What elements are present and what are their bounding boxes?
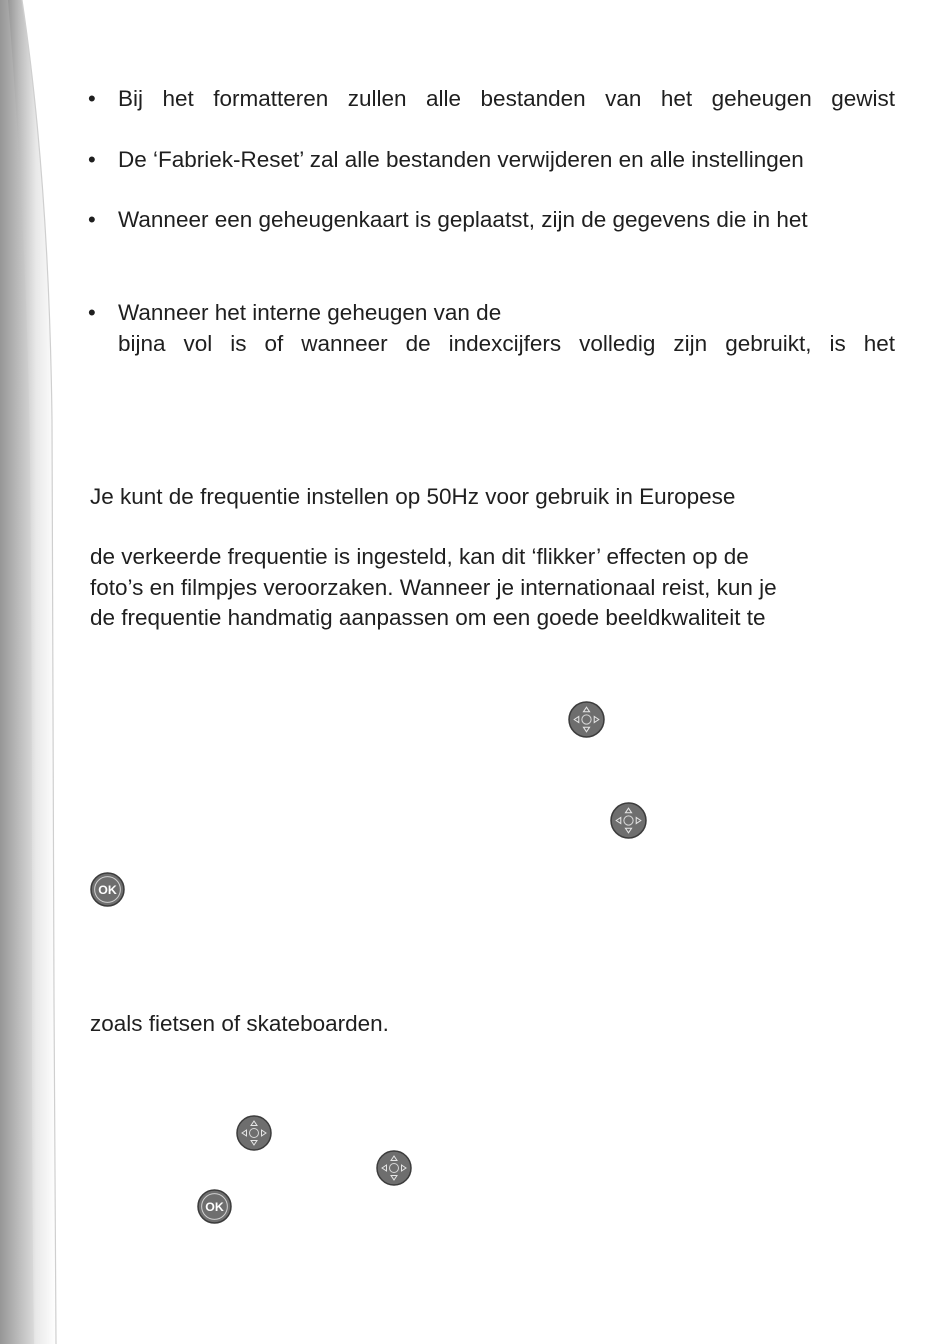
ok-label: OK	[205, 1200, 224, 1215]
bullet-text: Bij het formatteren zullen alle bestanden van het geheugen gewist	[118, 86, 895, 111]
bullet-text: Wanneer het interne geheugen van de	[118, 300, 502, 325]
directional-pad-icon	[236, 1115, 272, 1151]
paragraph-line: foto’s en filmpjes veroorzaken. Wanneer je internationaal reist, kun je	[90, 575, 777, 600]
bullet-text: De ‘Fabriek-Reset’ zal alle bestanden verwijderen en alle instellingen	[118, 147, 804, 172]
bullet-text: bijna vol is of wanneer de indexcijfers volledig zijn gebruikt, is het	[118, 331, 895, 356]
bullet-marker: •	[88, 207, 96, 232]
directional-pad-icon	[610, 802, 647, 839]
paragraph-line: Je kunt de frequentie instellen op 50Hz voor gebruik in Europese	[90, 484, 736, 509]
bullet-marker: •	[88, 147, 96, 172]
side-decoration	[0, 0, 70, 1344]
paragraph-line: de verkeerde frequentie is ingesteld, kan dit ‘flikker’ effecten op de	[90, 544, 749, 569]
paragraph-line: de frequentie handmatig aanpassen om een goede beeldkwaliteit te	[90, 605, 766, 630]
ok-button-icon	[197, 1189, 232, 1224]
ok-button-icon	[90, 872, 125, 907]
ok-label: OK	[98, 883, 117, 898]
bullet-marker: •	[88, 86, 96, 111]
bullet-text: Wanneer een geheugenkaart is geplaatst, zijn de gegevens die in het	[118, 207, 808, 232]
directional-pad-icon	[376, 1150, 412, 1186]
directional-pad-icon	[568, 701, 605, 738]
paragraph-line: zoals fietsen of skateboarden.	[90, 1011, 389, 1036]
bullet-marker: •	[88, 300, 96, 325]
